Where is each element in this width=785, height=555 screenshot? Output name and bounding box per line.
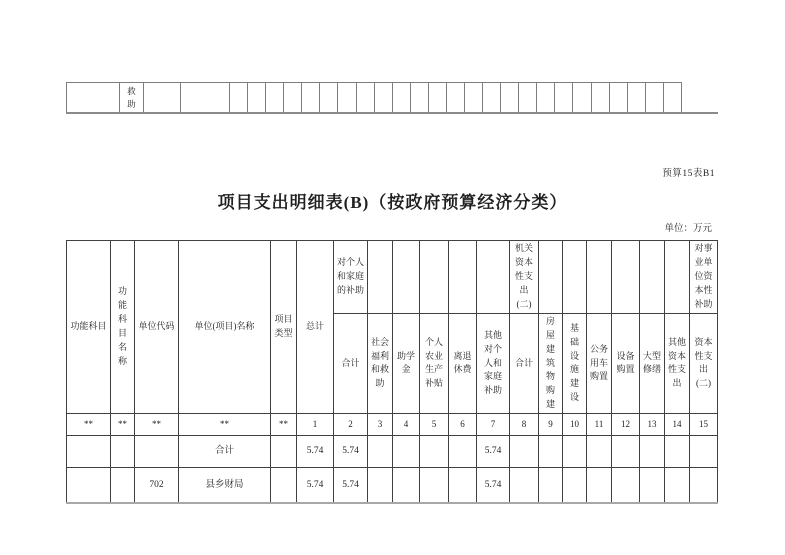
group-spacer-cell [665, 241, 690, 314]
sub-social-welfare: 社会福利和救助 [368, 313, 393, 414]
sub-major-repair: 大型修缮 [640, 313, 665, 414]
data-cell [665, 436, 690, 468]
fragment-cell [248, 83, 266, 114]
data-cell [420, 468, 449, 504]
fragment-cell [374, 83, 392, 114]
data-cell-unit-code: 702 [135, 468, 179, 504]
fragment-cell [230, 83, 248, 114]
data-cell-unit-name: 合计 [179, 436, 271, 468]
code-cell: 11 [587, 414, 612, 436]
fragment-cell [266, 83, 284, 114]
previous-table-fragment [66, 82, 718, 114]
data-cell-unit-code [135, 436, 179, 468]
fragment-cell [284, 83, 302, 114]
data-cell [111, 436, 135, 468]
fragment-cell [609, 83, 627, 114]
data-cell [563, 468, 587, 504]
header-func-subject: 功能科目 [67, 241, 111, 414]
data-cell-other-personal: 5.74 [477, 436, 510, 468]
data-cell-other-personal: 5.74 [477, 468, 510, 504]
fragment-cell [663, 83, 681, 114]
fragment-cell [392, 83, 410, 114]
group-spacer-cell [477, 241, 510, 314]
group-spacer-cell [393, 241, 420, 314]
header-unit-project-name: 单位(项目)名称 [179, 241, 271, 414]
page-title: 项目支出明细表(B)（按政府预算经济分类） [217, 193, 568, 212]
data-cell [449, 468, 477, 504]
fragment-cell-aid-label: 救助 [120, 83, 144, 114]
sub-retirement-pay: 离退休费 [449, 313, 477, 414]
group-spacer-cell [539, 241, 563, 314]
sub-agri-subsidy: 个人农业生产补贴 [420, 313, 449, 414]
sub-other-capital: 其他资本性支出 [665, 313, 690, 414]
data-cell [587, 436, 612, 468]
fragment-cell [338, 83, 356, 114]
data-cell [690, 436, 718, 468]
code-cell: 6 [449, 414, 477, 436]
fragment-cell [320, 83, 338, 114]
group-institution-capital-subsidy: 对事业单位资本性补助 [690, 241, 718, 314]
fragment-cell [302, 83, 320, 114]
column-number-row [67, 414, 718, 436]
data-cell-personal-subtotal: 5.74 [334, 468, 368, 504]
group-personal-family-subsidy: 对个人和家庭的补助 [334, 241, 368, 314]
code-cell: 7 [477, 414, 510, 436]
fragment-cell [483, 83, 501, 114]
group-spacer-cell [612, 241, 640, 314]
data-cell [111, 468, 135, 504]
project-expenditure-table [66, 240, 718, 504]
fragment-cell [555, 83, 573, 114]
data-cell [449, 436, 477, 468]
data-cell-unit-name: 县乡财局 [179, 468, 271, 504]
sub-equipment-purchase: 设备购置 [612, 313, 640, 414]
sub-student-grant: 助学金 [393, 313, 420, 414]
data-cell [271, 436, 297, 468]
sub-capital-expenditure-2: 资本性支出(二) [690, 313, 718, 414]
data-cell [612, 436, 640, 468]
data-cell [420, 436, 449, 468]
code-cell: 9 [539, 414, 563, 436]
fragment-cell [537, 83, 555, 114]
code-cell: 3 [368, 414, 393, 436]
data-cell [67, 468, 111, 504]
table-reference-label: 预算15表B1 [662, 169, 715, 179]
data-cell [587, 468, 612, 504]
unit-label: 单位：万元 [664, 224, 712, 234]
header-func-subject-name: 功能科目名称 [111, 241, 135, 414]
fragment-cell [465, 83, 483, 114]
data-cell [368, 436, 393, 468]
data-cell [271, 468, 297, 504]
data-cell [640, 468, 665, 504]
code-cell: 13 [640, 414, 665, 436]
code-cell: ** [111, 414, 135, 436]
sub-official-vehicle: 公务用车购置 [587, 313, 612, 414]
fragment-cell [356, 83, 374, 114]
data-cell [539, 436, 563, 468]
group-spacer-cell [368, 241, 393, 314]
code-cell: 2 [334, 414, 368, 436]
code-cell: 8 [510, 414, 539, 436]
code-cell: ** [179, 414, 271, 436]
data-cell [690, 468, 718, 504]
fragment-cell [627, 83, 645, 114]
code-cell: 1 [297, 414, 334, 436]
header-total: 总计 [297, 241, 334, 414]
code-cell: 5 [420, 414, 449, 436]
group-spacer-cell [587, 241, 612, 314]
fragment-cell [181, 83, 230, 114]
sub-building-purchase: 房屋建筑物购建 [539, 313, 563, 414]
code-cell: ** [135, 414, 179, 436]
code-cell: 14 [665, 414, 690, 436]
data-cell [640, 436, 665, 468]
data-cell [612, 468, 640, 504]
data-row-total [67, 436, 718, 468]
data-cell [368, 468, 393, 504]
header-unit-code: 单位代码 [135, 241, 179, 414]
data-cell [510, 468, 539, 504]
sub-infrastructure: 基础设施建设 [563, 313, 587, 414]
fragment-cell [428, 83, 446, 114]
fragment-cell [446, 83, 464, 114]
code-cell: 10 [563, 414, 587, 436]
fragment-cell [410, 83, 428, 114]
fragment-row [67, 83, 719, 114]
code-cell: 15 [690, 414, 718, 436]
data-cell [393, 468, 420, 504]
sub-other-personal: 其他对个人和家庭补助 [477, 313, 510, 414]
fragment-cell [573, 83, 591, 114]
fragment-cell [501, 83, 519, 114]
data-cell-total: 5.74 [297, 468, 334, 504]
group-spacer-cell [420, 241, 449, 314]
data-cell [665, 468, 690, 504]
data-cell-personal-subtotal: 5.74 [334, 436, 368, 468]
data-cell [393, 436, 420, 468]
data-cell [67, 436, 111, 468]
fragment-cell [591, 83, 609, 114]
group-spacer-cell [640, 241, 665, 314]
sub-subtotal-personal: 合计 [334, 313, 368, 414]
data-cell [563, 436, 587, 468]
group-spacer-cell [449, 241, 477, 314]
data-cell-total: 5.74 [297, 436, 334, 468]
fragment-cell [519, 83, 537, 114]
fragment-cell [645, 83, 663, 114]
fragment-cell [67, 83, 120, 114]
header-row-groups [67, 241, 718, 314]
header-project-type: 项目类型 [271, 241, 297, 414]
code-cell: ** [67, 414, 111, 436]
group-org-capital-expenditure: 机关资本性支出(二) [510, 241, 539, 314]
data-row-unit-702 [67, 468, 718, 504]
fragment-cell [144, 83, 181, 114]
sub-subtotal-capital: 合计 [510, 313, 539, 414]
group-spacer-cell [563, 241, 587, 314]
code-cell: 4 [393, 414, 420, 436]
code-cell: ** [271, 414, 297, 436]
code-cell: 12 [612, 414, 640, 436]
data-cell [510, 436, 539, 468]
data-cell [539, 468, 563, 504]
